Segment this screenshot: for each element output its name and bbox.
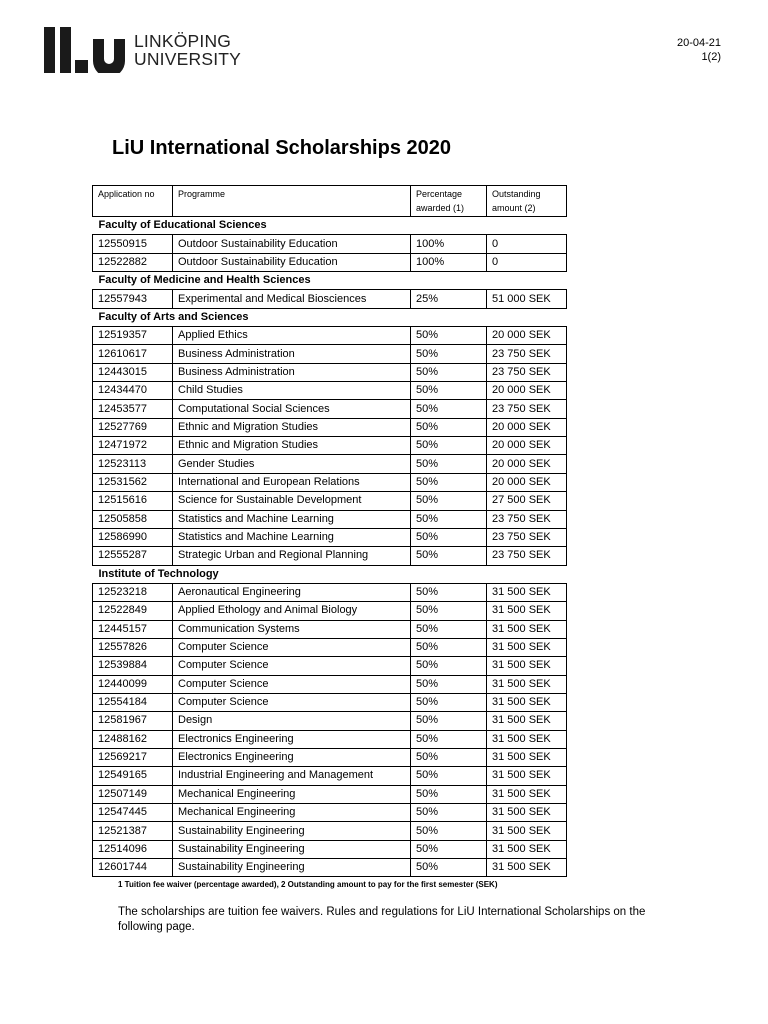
application-no-cell: 12519357 bbox=[93, 327, 173, 345]
percentage-cell: 100% bbox=[411, 235, 487, 253]
table-row bbox=[93, 804, 567, 822]
table-row bbox=[93, 528, 567, 546]
outstanding-cell: 31 500 SEK bbox=[487, 767, 567, 785]
percentage-cell: 50% bbox=[411, 822, 487, 840]
programme-cell: Business Administration bbox=[173, 345, 411, 363]
programme-cell: Computer Science bbox=[173, 657, 411, 675]
outstanding-cell: 20 000 SEK bbox=[487, 382, 567, 400]
percentage-cell: 50% bbox=[411, 675, 487, 693]
header-application-no: Application no bbox=[93, 186, 173, 217]
percentage-cell: 25% bbox=[411, 290, 487, 308]
outstanding-cell: 0 bbox=[487, 253, 567, 271]
outstanding-cell: 31 500 SEK bbox=[487, 748, 567, 766]
percentage-cell: 50% bbox=[411, 693, 487, 711]
application-no-cell: 12434470 bbox=[93, 382, 173, 400]
outstanding-cell: 31 500 SEK bbox=[487, 712, 567, 730]
application-no-cell: 12569217 bbox=[93, 748, 173, 766]
liu-logo-mark-icon bbox=[44, 27, 126, 73]
programme-cell: Industrial Engineering and Management bbox=[173, 767, 411, 785]
application-no-cell: 12523113 bbox=[93, 455, 173, 473]
percentage-cell: 50% bbox=[411, 363, 487, 381]
programme-cell: Aeronautical Engineering bbox=[173, 583, 411, 601]
programme-cell: Statistics and Machine Learning bbox=[173, 510, 411, 528]
table-row bbox=[93, 363, 567, 381]
application-no-cell: 12521387 bbox=[93, 822, 173, 840]
application-no-cell: 12514096 bbox=[93, 840, 173, 858]
logo-line-2: UNIVERSITY bbox=[134, 49, 242, 69]
outstanding-cell: 51 000 SEK bbox=[487, 290, 567, 308]
application-no-cell: 12515616 bbox=[93, 492, 173, 510]
programme-cell: Sustainability Engineering bbox=[173, 822, 411, 840]
outstanding-cell: 31 500 SEK bbox=[487, 620, 567, 638]
outstanding-cell: 23 750 SEK bbox=[487, 547, 567, 565]
outstanding-cell: 31 500 SEK bbox=[487, 675, 567, 693]
application-no-cell: 12522849 bbox=[93, 602, 173, 620]
programme-cell: Ethnic and Migration Studies bbox=[173, 437, 411, 455]
percentage-cell: 50% bbox=[411, 638, 487, 656]
outstanding-cell: 20 000 SEK bbox=[487, 455, 567, 473]
table-row bbox=[93, 785, 567, 803]
table-row bbox=[93, 547, 567, 565]
header-programme: Programme bbox=[173, 186, 411, 217]
programme-cell: Electronics Engineering bbox=[173, 730, 411, 748]
table-row bbox=[93, 583, 567, 601]
table-row bbox=[93, 657, 567, 675]
logo-wordmark bbox=[134, 32, 241, 68]
programme-cell: Outdoor Sustainability Education bbox=[173, 253, 411, 271]
outstanding-cell: 31 500 SEK bbox=[487, 785, 567, 803]
application-no-cell: 12522882 bbox=[93, 253, 173, 271]
application-no-cell: 12554184 bbox=[93, 693, 173, 711]
section-heading: Institute of Technology bbox=[98, 567, 219, 580]
application-no-cell: 12445157 bbox=[93, 620, 173, 638]
application-no-cell: 12505858 bbox=[93, 510, 173, 528]
application-no-cell: 12581967 bbox=[93, 712, 173, 730]
header-percentage: Percentage awarded (1) bbox=[411, 186, 487, 217]
outstanding-cell: 23 750 SEK bbox=[487, 528, 567, 546]
outstanding-cell: 31 500 SEK bbox=[487, 804, 567, 822]
percentage-cell: 50% bbox=[411, 730, 487, 748]
outstanding-cell: 31 500 SEK bbox=[487, 638, 567, 656]
application-no-cell: 12523218 bbox=[93, 583, 173, 601]
outstanding-cell: 23 750 SEK bbox=[487, 363, 567, 381]
table-row bbox=[93, 345, 567, 363]
document-date: 20-04-21 bbox=[676, 37, 721, 49]
percentage-cell: 50% bbox=[411, 492, 487, 510]
percentage-cell: 50% bbox=[411, 418, 487, 436]
application-no-cell: 12549165 bbox=[93, 767, 173, 785]
application-no-cell: 12601744 bbox=[93, 859, 173, 877]
programme-cell: Computational Social Sciences bbox=[173, 400, 411, 418]
outstanding-cell: 31 500 SEK bbox=[487, 602, 567, 620]
programme-cell: Experimental and Medical Biosciences bbox=[173, 290, 411, 308]
programme-cell: Electronics Engineering bbox=[173, 748, 411, 766]
programme-cell: Computer Science bbox=[173, 638, 411, 656]
table-row bbox=[93, 712, 567, 730]
scholarship-table-container bbox=[92, 185, 566, 877]
scholarship-table bbox=[92, 185, 567, 877]
percentage-cell: 50% bbox=[411, 748, 487, 766]
application-no-cell: 12539884 bbox=[93, 657, 173, 675]
application-no-cell: 12527769 bbox=[93, 418, 173, 436]
document-meta bbox=[677, 36, 721, 64]
table-header-row bbox=[93, 186, 567, 217]
table-row bbox=[93, 602, 567, 620]
section-row bbox=[93, 308, 567, 326]
table-row bbox=[93, 748, 567, 766]
section-row bbox=[93, 217, 567, 235]
programme-cell: Applied Ethics bbox=[173, 327, 411, 345]
section-heading: Faculty of Medicine and Health Sciences bbox=[98, 274, 311, 287]
table-row bbox=[93, 473, 567, 491]
programme-cell: Strategic Urban and Regional Planning bbox=[173, 547, 411, 565]
section-row bbox=[93, 272, 567, 290]
percentage-cell: 50% bbox=[411, 455, 487, 473]
programme-cell: Statistics and Machine Learning bbox=[173, 528, 411, 546]
application-no-cell: 12453577 bbox=[93, 400, 173, 418]
programme-cell: Mechanical Engineering bbox=[173, 785, 411, 803]
outstanding-cell: 31 500 SEK bbox=[487, 840, 567, 858]
table-row bbox=[93, 822, 567, 840]
outstanding-cell: 20 000 SEK bbox=[487, 437, 567, 455]
application-no-cell: 12586990 bbox=[93, 528, 173, 546]
percentage-cell: 50% bbox=[411, 345, 487, 363]
table-row bbox=[93, 382, 567, 400]
application-no-cell: 12440099 bbox=[93, 675, 173, 693]
page-title: LiU International Scholarships 2020 bbox=[112, 137, 451, 159]
table-row bbox=[93, 437, 567, 455]
table-row bbox=[93, 767, 567, 785]
footnote: 1 Tuition fee waiver (percentage awarded), 2 Outstanding amount to pay for the first semester (SEK) bbox=[118, 880, 498, 889]
table-row bbox=[93, 418, 567, 436]
application-no-cell: 12557826 bbox=[93, 638, 173, 656]
application-no-cell: 12547445 bbox=[93, 804, 173, 822]
outstanding-cell: 31 500 SEK bbox=[487, 859, 567, 877]
table-row bbox=[93, 400, 567, 418]
programme-cell: International and European Relations bbox=[173, 473, 411, 491]
table-body bbox=[93, 217, 567, 877]
outstanding-cell: 23 750 SEK bbox=[487, 510, 567, 528]
outstanding-cell: 20 000 SEK bbox=[487, 327, 567, 345]
programme-cell: Sustainability Engineering bbox=[173, 859, 411, 877]
table-row bbox=[93, 620, 567, 638]
application-no-cell: 12531562 bbox=[93, 473, 173, 491]
outstanding-cell: 31 500 SEK bbox=[487, 693, 567, 711]
programme-cell: Design bbox=[173, 712, 411, 730]
outstanding-cell: 0 bbox=[487, 235, 567, 253]
programme-cell: Outdoor Sustainability Education bbox=[173, 235, 411, 253]
outstanding-cell: 23 750 SEK bbox=[487, 400, 567, 418]
programme-cell: Mechanical Engineering bbox=[173, 804, 411, 822]
outstanding-cell: 27 500 SEK bbox=[487, 492, 567, 510]
outstanding-cell: 31 500 SEK bbox=[487, 730, 567, 748]
section-heading: Faculty of Arts and Sciences bbox=[98, 310, 249, 323]
percentage-cell: 50% bbox=[411, 547, 487, 565]
percentage-cell: 50% bbox=[411, 473, 487, 491]
page-number: 1(2) bbox=[701, 51, 721, 63]
percentage-cell: 50% bbox=[411, 528, 487, 546]
table-row bbox=[93, 327, 567, 345]
programme-cell: Computer Science bbox=[173, 675, 411, 693]
percentage-cell: 50% bbox=[411, 583, 487, 601]
application-no-cell: 12471972 bbox=[93, 437, 173, 455]
section-heading: Faculty of Educational Sciences bbox=[98, 219, 267, 232]
outstanding-cell: 20 000 SEK bbox=[487, 473, 567, 491]
programme-cell: Child Studies bbox=[173, 382, 411, 400]
percentage-cell: 50% bbox=[411, 712, 487, 730]
outstanding-cell: 31 500 SEK bbox=[487, 657, 567, 675]
outstanding-cell: 31 500 SEK bbox=[487, 822, 567, 840]
programme-cell: Business Administration bbox=[173, 363, 411, 381]
percentage-cell: 50% bbox=[411, 785, 487, 803]
header-outstanding: Outstanding amount (2) bbox=[487, 186, 567, 217]
percentage-cell: 100% bbox=[411, 253, 487, 271]
percentage-cell: 50% bbox=[411, 602, 487, 620]
percentage-cell: 50% bbox=[411, 620, 487, 638]
application-no-cell: 12555287 bbox=[93, 547, 173, 565]
table-row bbox=[93, 455, 567, 473]
percentage-cell: 50% bbox=[411, 804, 487, 822]
percentage-cell: 50% bbox=[411, 400, 487, 418]
percentage-cell: 50% bbox=[411, 767, 487, 785]
table-row bbox=[93, 675, 567, 693]
logo-line-1: LINKÖPING bbox=[134, 31, 232, 51]
outstanding-cell: 23 750 SEK bbox=[487, 345, 567, 363]
programme-cell: Science for Sustainable Development bbox=[173, 492, 411, 510]
programme-cell: Computer Science bbox=[173, 693, 411, 711]
percentage-cell: 50% bbox=[411, 510, 487, 528]
table-row bbox=[93, 235, 567, 253]
percentage-cell: 50% bbox=[411, 657, 487, 675]
outstanding-cell: 20 000 SEK bbox=[487, 418, 567, 436]
section-row bbox=[93, 565, 567, 583]
programme-cell: Applied Ethology and Animal Biology bbox=[173, 602, 411, 620]
outstanding-cell: 31 500 SEK bbox=[487, 583, 567, 601]
programme-cell: Gender Studies bbox=[173, 455, 411, 473]
table-row bbox=[93, 290, 567, 308]
application-no-cell: 12550915 bbox=[93, 235, 173, 253]
table-row bbox=[93, 859, 567, 877]
programme-cell: Sustainability Engineering bbox=[173, 840, 411, 858]
info-paragraph: The scholarships are tuition fee waivers. Rules and regulations for LiU International Scholarships on the following page. bbox=[118, 906, 646, 933]
liu-logo bbox=[44, 26, 241, 74]
table-row bbox=[93, 510, 567, 528]
table-row bbox=[93, 840, 567, 858]
table-row bbox=[93, 253, 567, 271]
table-row bbox=[93, 693, 567, 711]
programme-cell: Communication Systems bbox=[173, 620, 411, 638]
percentage-cell: 50% bbox=[411, 437, 487, 455]
application-no-cell: 12443015 bbox=[93, 363, 173, 381]
application-no-cell: 12488162 bbox=[93, 730, 173, 748]
table-row bbox=[93, 638, 567, 656]
table-row bbox=[93, 730, 567, 748]
programme-cell: Ethnic and Migration Studies bbox=[173, 418, 411, 436]
application-no-cell: 12557943 bbox=[93, 290, 173, 308]
percentage-cell: 50% bbox=[411, 840, 487, 858]
table-row bbox=[93, 492, 567, 510]
application-no-cell: 12507149 bbox=[93, 785, 173, 803]
percentage-cell: 50% bbox=[411, 327, 487, 345]
application-no-cell: 12610617 bbox=[93, 345, 173, 363]
percentage-cell: 50% bbox=[411, 859, 487, 877]
percentage-cell: 50% bbox=[411, 382, 487, 400]
